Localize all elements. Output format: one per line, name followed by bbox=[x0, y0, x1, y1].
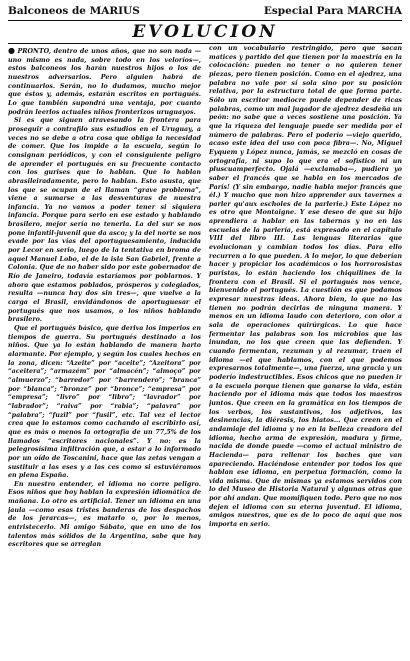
bullet-icon: ● bbox=[8, 45, 16, 55]
title-rule bbox=[8, 43, 402, 44]
article-paragraph: Que el portugués básico, que deriva los imperios en tiempos de guerra. Su portugués destinado a los niños. Que ya lo están hablando de manera harto alarmante. Por ejemplo, y según los cuales hechos en la zona, dicen: “Azeite” por “aceite”; “Azeitora” por “aceitera”; “armazém” por “almacén”; “almoço” por “almuerzo”; “barredor” por “barrendero”; “branca” por “blanca”; “bronze” por “bronce”; “empresa” por “empresa”; “livro” por “libro”; “lavrador” por “labrador”; “raiva” por “rabia”; “palavra” por “palabra”; “fuzil” por “fusil”, etc. Tal vez el lector crea que lo estamos como cachando al escribirlo así, que es más o menos la ortografía de un 77,5% de los llamados “escritores nacionales”. Y no: es la pelegrosísima infiltración que, a estar a lo informado por un oído de Toscanini, hace que las zetas vengan a sustituir a las eses y a las ces como si estuviéramos en plena España. bbox=[8, 325, 201, 480]
column-header bbox=[8, 5, 402, 19]
article-column-left bbox=[8, 45, 201, 657]
article-column-right bbox=[209, 45, 402, 657]
article-paragraph: ● PRONTO, dentro de unos años, que no son nada —uno mismo es nada, sobre todo en los veloríos—, estos balconeos los harán nuestros hijos o los de nuestros adversarios. Pero alguien habrá de continuarlos. Serán, no lo dudamos, mucho mejor que éstos y, además, estarán escritos en portugués. Lo que también supondrá una ventaja, por cuanto podrán leerlos actuales niños fronterizos uruguayos. bbox=[8, 45, 201, 116]
column-byline: Balconeos de MARIUS bbox=[8, 5, 140, 17]
column-section: Especial Para MARCHA bbox=[263, 5, 402, 17]
article-title: EVOLUCION bbox=[132, 22, 278, 42]
article-body bbox=[8, 45, 402, 657]
article-paragraph: Si es que siguen atravesando la frontera para proseguir a contrafilo sus estudios en el Uruguay, a veces no se debe a otra cosa que obliga la necesidad de comer. Que los impide a la escuela, según lo consignan periódicos, y con el consiguiente peligro de aprender el portugués en su frecuente contacto con los gurises que lo hablan. Que lo hablan abrasileiradamente, pero lo hablan. Esto asusta, que los que se ocupan de el llaman “grave problema”, viene a sumarse a las desventuras de nuestra infancia. Ya no vamos a poder tener si siquiera infancia. Porque para serlo en ese estado y hablando brasilero, mejor sería no tenerla. La del sur se nos pone infantil-juvenil que da asco; y la del norte se nos evade por las vías del aportuguesamiento, inducida por Lecor en serio, luego de la tentativa en broma de aquel Manuel Lobo, el de la isla San Gabriel, frente a Colonia. Que de no haber sido por este gobernador de Río de Janeiro, todavía estaríamos por poblarnos. Y ahora que estamos poblados, prósperos y colegiados, resulta —nunca hay dos sin tres—, que vuelve a la carga el Brasil, envidándonos de aportuguesar el portugués que nos usamos, o los niños hablando brasilero. bbox=[8, 117, 201, 324]
header-rule bbox=[8, 20, 402, 21]
article-paragraph: con un vocabulario restringido, pero que sacan matices y partido del que tienen por la maestría en la colocación: pueden no tener o no quieren tener piezas, pero tienen posición. Como en el ajedrez, una palabra no vale por sí sola sino por su posición relativa, por la estructura total de que forma parte. Sólo un escritor mediocre puede depender de ricas palabras, como un mal jugador de ajedrez desdeña un peón: no sabe que a veces sostiene una posición. Ya que la riqueza del lenguaje puede ser medida por el número de palabras. Pero el poderío —viejo querido, acaso este idea del uso con poca fibra—. No, Miguel Eyquem y López nunca, jamás, se mezcló en cosas de ortografía, ni supo lo que era el sofístico ni un pluscuamperfecto. Ojalá —exclamaba—, pudiera yo saber el francés que se habla en los mercados de París! (Y sin embargo, nadie habla mejor francés que él.) Y mucho que non hizo apprender aux tavernes a parler qu'aux escholes de la parlerie.) Este López no es otro que Montaigne. Y ese deseo de que su hijo aprendiera a hablar en las tabernas y no en las escuelas de la parlería, está expresado en el capítulo VIII del libro III. Las lenguas literarias que evolucionan y cambian todos los días. Para ello recurren a lo que pueden. A lo mejor, lo que deberían hacer y propiciar los académicos o los horrorosistas puristas, lo están haciendo los chiquilines de la frontera con el Brasil. Si el portugués nos vence, bienvenido el portugués. La cuestión es que podamos expresar nuestras ideas. Ahora bien, lo que no las tienen no podrán decirlas de ninguna manera. Y menos en un idioma laudo con deterioro, con olor a sala de operaciones quirúrgicas. Lo que hace fermentar las palabras son los microbios que las inundan, no los que creen que las defienden. Y cuando fermentan, rezuman y al rezumar, traen el idioma —el que hablamos, con el que podemos expresarnos totalmente—, una fuerza, una gracia y un poderío indestructibles. Esos chicos que no pueden ir a la escuela porque tienen que ganarse la vida, están haciendo por el idioma más que todos los maestros juntos. Que creen en la gramática en los tiempos de los verbos, los sustantivos, los adjetivos, las desinencias, la diéresis, los hiatos... Que creen en el andamiaje del idioma y no en la belleza creadora del idioma, hecho arma de expresión, madura y firme, nacida de donde puede —como el actual ministro de Hacienda— para rellenar los baches que van apareciendo. Haciéndose entender por todos los que hablan ese idioma, en perpetua formación, como la vida misma. Que de mismas ya estamos servidos con lo del Museo de Historia Natural y algunas otras que por ahí andan. Que momifiquen todo. Pero que no nos dejen el idioma con su eterna juventud. El idioma, amigos nuestros, que es de lo poco de aquí que nos importa en serio. bbox=[209, 45, 402, 529]
article-paragraph: En nuestro entender, el idioma no corre peligro. Esos niños que hoy hablan la expresión idiomática de mañana. Lo otro es artificial. Tener un idioma en una jaula —como esas tristes banderas de los despachos de los jerarcas—, es matarlo o, por lo menos, entristecerlo. Mi amigo Sábato, que en uno de los talentos más sólidos de la Argentina, sabe que hay escritores que se arreglan bbox=[8, 480, 201, 549]
lead-word: PRONTO, bbox=[17, 48, 51, 55]
